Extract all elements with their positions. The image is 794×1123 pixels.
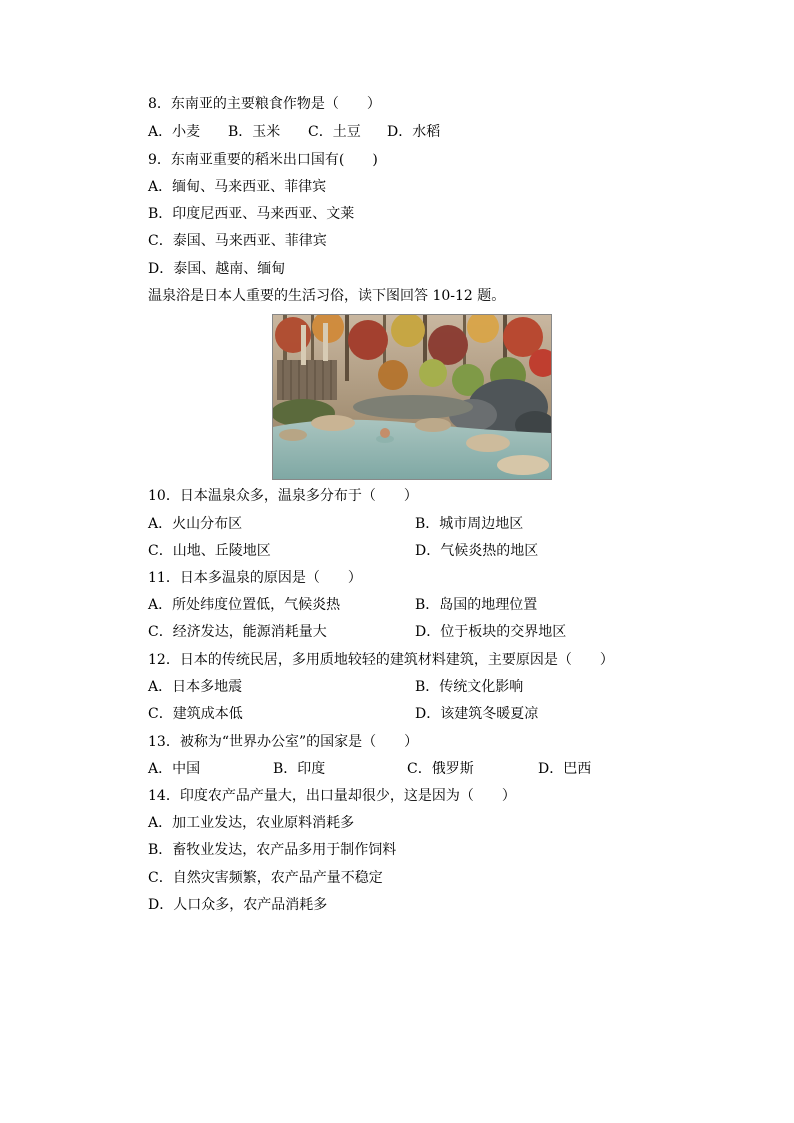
question-12-stem: 12．日本的传统民居，多用质地较轻的建筑材料建筑，主要原因是（ ） xyxy=(148,652,614,668)
question-14-option-a: A．加工业发达，农业原料消耗多 xyxy=(148,815,355,831)
question-8-option-d: D．水稻 xyxy=(387,124,441,140)
question-11-option-a: A．所处纬度位置低，气候炎热 xyxy=(148,597,341,613)
question-8-option-a: A．小麦 xyxy=(148,124,201,140)
question-12-option-a: A．日本多地震 xyxy=(148,679,243,695)
question-10-option-b: B．城市周边地区 xyxy=(415,516,524,532)
question-11-option-c: C．经济发达，能源消耗量大 xyxy=(148,624,327,640)
question-13-option-c: C．俄罗斯 xyxy=(407,761,474,777)
section-intro: 温泉浴是日本人重要的生活习俗，读下图回答 10-12 题。 xyxy=(148,288,506,304)
question-9-option-d: D．泰国、越南、缅甸 xyxy=(148,261,286,277)
question-9-option-c: C．泰国、马来西亚、菲律宾 xyxy=(148,233,327,249)
question-13-option-a: A．中国 xyxy=(148,761,201,777)
question-10-option-a: A．火山分布区 xyxy=(148,516,243,532)
question-12-option-c: C．建筑成本低 xyxy=(148,706,243,722)
question-8-stem: 8．东南亚的主要粮食作物是（ ） xyxy=(148,96,381,112)
hot-spring-photo xyxy=(272,314,552,480)
question-9-option-a: A．缅甸、马来西亚、菲律宾 xyxy=(148,179,327,195)
question-8-option-c: C．土豆 xyxy=(308,124,361,140)
question-14-stem: 14．印度农产品产量大，出口量却很少，这是因为（ ） xyxy=(148,788,516,804)
question-11-option-b: B．岛国的地理位置 xyxy=(415,597,538,613)
question-12-option-d: D．该建筑冬暖夏凉 xyxy=(415,706,539,722)
question-10-option-d: D．气候炎热的地区 xyxy=(415,543,539,559)
question-14-option-d: D．人口众多，农产品消耗多 xyxy=(148,897,328,913)
question-13-stem: 13．被称为“世界办公室”的国家是（ ） xyxy=(148,734,419,750)
question-11-stem: 11．日本多温泉的原因是（ ） xyxy=(148,570,362,586)
question-13-option-b: B．印度 xyxy=(273,761,326,777)
question-8-option-b: B．玉米 xyxy=(228,124,281,140)
question-10-stem: 10．日本温泉众多，温泉多分布于（ ） xyxy=(148,488,418,504)
question-9-option-b: B．印度尼西亚、马来西亚、文莱 xyxy=(148,206,355,222)
question-13-option-d: D．巴西 xyxy=(538,761,592,777)
question-12-option-b: B．传统文化影响 xyxy=(415,679,524,695)
question-14-option-c: C．自然灾害频繁，农产品产量不稳定 xyxy=(148,870,383,886)
question-14-option-b: B．畜牧业发达，农产品多用于制作饲料 xyxy=(148,842,397,858)
question-11-option-d: D．位于板块的交界地区 xyxy=(415,624,567,640)
question-9-stem: 9．东南亚重要的稻米出口国有( ) xyxy=(148,152,378,168)
question-10-option-c: C．山地、丘陵地区 xyxy=(148,543,271,559)
